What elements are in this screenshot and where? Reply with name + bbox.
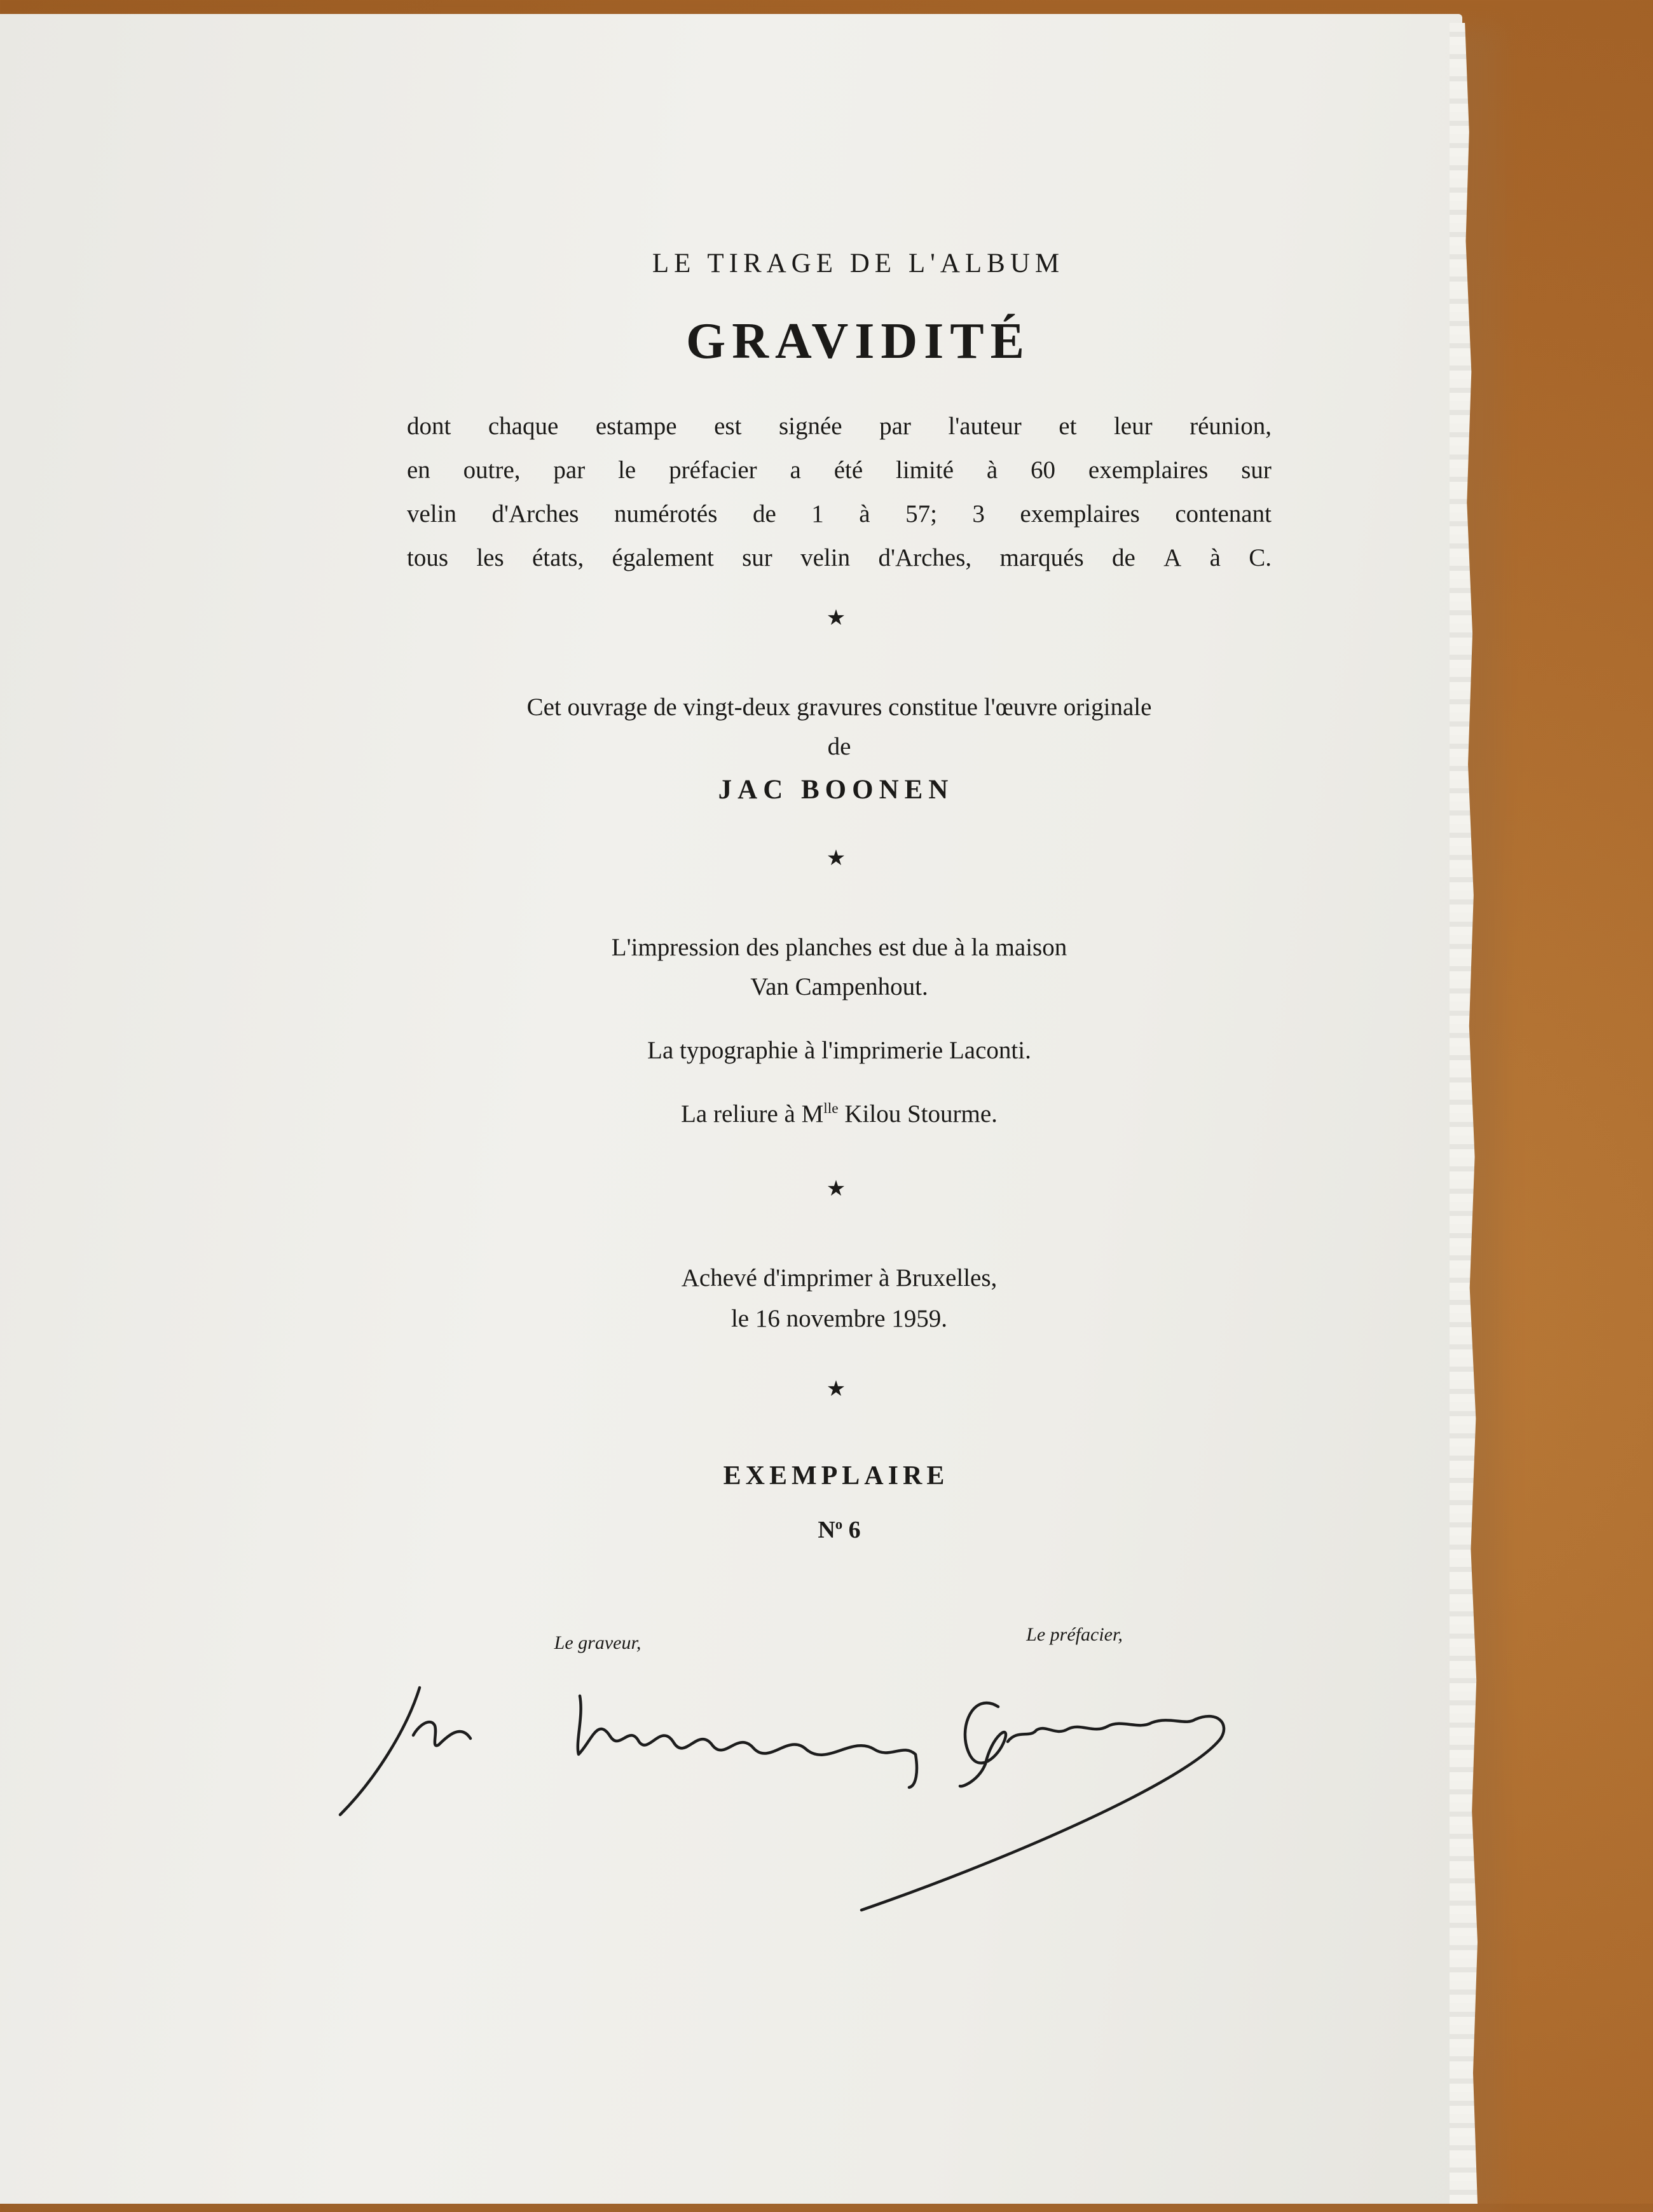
author-name: JAC BOONEN — [718, 775, 954, 805]
word: C. — [1249, 544, 1272, 571]
word: chaque — [488, 413, 559, 440]
word: et — [1059, 413, 1077, 440]
word: en — [407, 456, 430, 484]
copy-label: EXEMPLAIRE — [723, 1461, 949, 1491]
word: outre, — [463, 456, 521, 484]
word: également — [612, 544, 714, 571]
word: 3 — [972, 500, 985, 528]
prefacer-signature — [861, 1703, 1224, 1910]
word: par — [553, 456, 586, 484]
copy-number: $N^o$ 6 — [818, 1516, 861, 1543]
word: préfacier — [669, 456, 757, 484]
word: velin — [407, 500, 456, 528]
word: à — [1209, 544, 1221, 571]
engraver-signature — [340, 1688, 917, 1815]
word: les — [476, 544, 504, 571]
printing-credit-line-1: L'impression des planches est due à la maison — [611, 934, 1067, 961]
word: états, — [532, 544, 584, 571]
word: de — [1111, 544, 1135, 571]
word: estampe — [595, 413, 677, 440]
engraver-label: Le graveur, — [554, 1632, 641, 1653]
word: l'auteur — [948, 413, 1022, 440]
word: 1 — [811, 500, 824, 528]
word: à — [859, 500, 870, 528]
word: numérotés — [614, 500, 718, 528]
album-title: GRAVIDITÉ — [686, 313, 1031, 369]
star-ornament: ★ — [826, 606, 846, 630]
word: de — [752, 500, 776, 528]
word: d'Arches, — [878, 544, 972, 571]
kicker: LE TIRAGE DE L'ALBUM — [652, 249, 1065, 278]
word: contenant — [1175, 500, 1272, 528]
word: d'Arches — [491, 500, 579, 528]
word: 60 — [1031, 456, 1056, 484]
prefacer-label: Le préfacier, — [1026, 1624, 1123, 1645]
word: dont — [407, 413, 451, 440]
word: signée — [778, 413, 842, 440]
completion-line-1: Achevé d'imprimer à Bruxelles, — [681, 1264, 998, 1292]
completion-date: le 16 novembre 1959. — [730, 1305, 948, 1332]
binding-credit: La reliure à $M^{lle}$ Kilou Stourme. — [681, 1100, 998, 1128]
word: leur — [1113, 413, 1153, 440]
word: sur — [742, 544, 772, 571]
word: réunion, — [1190, 413, 1272, 440]
star-ornament: ★ — [826, 1177, 846, 1201]
word: à — [986, 456, 998, 484]
printing-credit-line-2: Van Campenhout. — [750, 973, 928, 1000]
oeuvre-line: Cet ouvrage de vingt-deux gravures constitue l'œuvre originale — [526, 693, 1152, 721]
word: marqués — [999, 544, 1084, 571]
word: est — [714, 413, 742, 440]
star-ornament: ★ — [826, 847, 846, 870]
word: exemplaires — [1020, 500, 1140, 528]
word: 57; — [905, 500, 937, 528]
word: exemplaires — [1088, 456, 1209, 484]
word: A — [1163, 544, 1182, 571]
typography-credit: La typographie à l'imprimerie Laconti. — [647, 1037, 1031, 1064]
word: a — [790, 456, 801, 484]
star-ornament: ★ — [826, 1377, 846, 1401]
word: par — [879, 413, 911, 440]
word: sur — [1241, 456, 1272, 484]
word: tous — [407, 544, 449, 571]
word: velin — [800, 544, 851, 571]
word: limité — [896, 456, 954, 484]
word: le — [618, 456, 636, 484]
oeuvre-de: de — [827, 733, 851, 760]
word: été — [833, 456, 863, 484]
